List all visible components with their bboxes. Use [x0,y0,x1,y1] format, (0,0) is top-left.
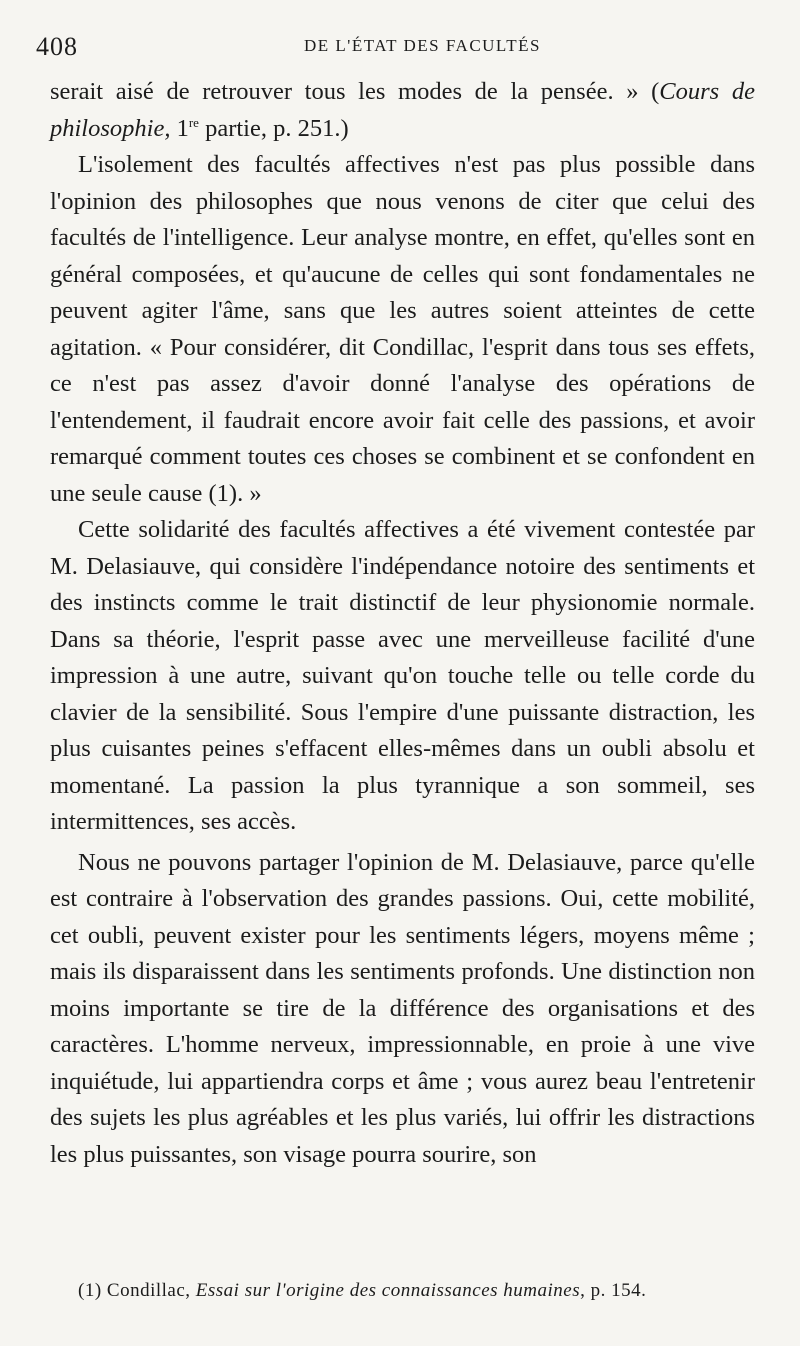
page-header [36,32,756,68]
paragraph-1 [50,74,755,147]
footnote-page-ref: , p. 154. [580,1280,647,1301]
paragraph-4: Nous ne pouvons partager l'opinion de M. Delasiauve, parce qu'elle est contraire à l'observation des grandes passions. Oui, cette mobilité, cet oubli, peuvent exister pour les sentiments légers, moyens même ; mais ils disparaissent dans les sentiments profonds. Une distinction non moins importante se tire de la différence des organisations et des caractères. L'homme nerveux, impressionnable, en proie à une vive inquiétude, lui appartiendra corps et âme ; vous aurez beau l'entretenir des sujets les plus agréables et les plus variés, lui offrir les distractions les plus puissantes, son visage pourra sourire, son [50,848,755,1168]
paragraph-1-superscript: re [188,114,199,130]
footnote-marker: (1) Condillac, [78,1280,196,1301]
paragraph-1-italic-title: Cours de philosophie, [50,78,755,142]
paragraph-3: Cette solidarité des facultés affectives a été vivement contestée par M. Delasiauve, qui considère l'indépendance notoire des sentiments et des instincts comme le trait distinctif de leur physionomie normale. Dans sa théorie, l'esprit passe avec une merveilleuse facilité d'une impression à une autre, suivant qu'on touche telle ou telle corde du clavier de la sensibilité. Sous l'empire d'une puissante distraction, les plus cuisantes peines s'effacent elles-mêmes dans un oubli absolu et momentané. La passion la plus tyrannique a son sommeil, ses intermittences, ses accès. [50,516,755,835]
footnote-italic-title: Essai sur l'origine des connaissances humaines [195,1280,581,1301]
body-text [50,74,755,1173]
page-number: 408 [36,32,78,61]
footnote [78,1280,758,1302]
paragraph-1-part: 1 [170,114,189,142]
paragraph-1-text: serait aisé de retrouver tous les modes de la pensée. » ( [50,78,660,105]
paragraph-2: L'isolement des facultés affectives n'est pas plus possible dans l'opinion des philosophes que nous venons de citer que celui des facultés de l'intelligence. Leur analyse montre, en effet, qu'elles sont en général composées, et qu'aucune de celles qui sont fondamentales ne peuvent agiter l'âme, sans que les autres soient atteintes de cette agitation. « Pour considérer, dit Condillac, l'esprit dans tous ses effets, ce n'est pas assez d'avoir donné l'analyse des opérations de l'entendement, il faudrait encore avoir fait celle des passions, et avoir remarqué comment toutes ces choses se combinent et se confondent en une seule cause (1). » [50,151,755,507]
running-head: DE L'ÉTAT DES FACULTÉS [304,36,541,55]
paragraph-1-citation: partie, p. 251.) [198,114,349,142]
